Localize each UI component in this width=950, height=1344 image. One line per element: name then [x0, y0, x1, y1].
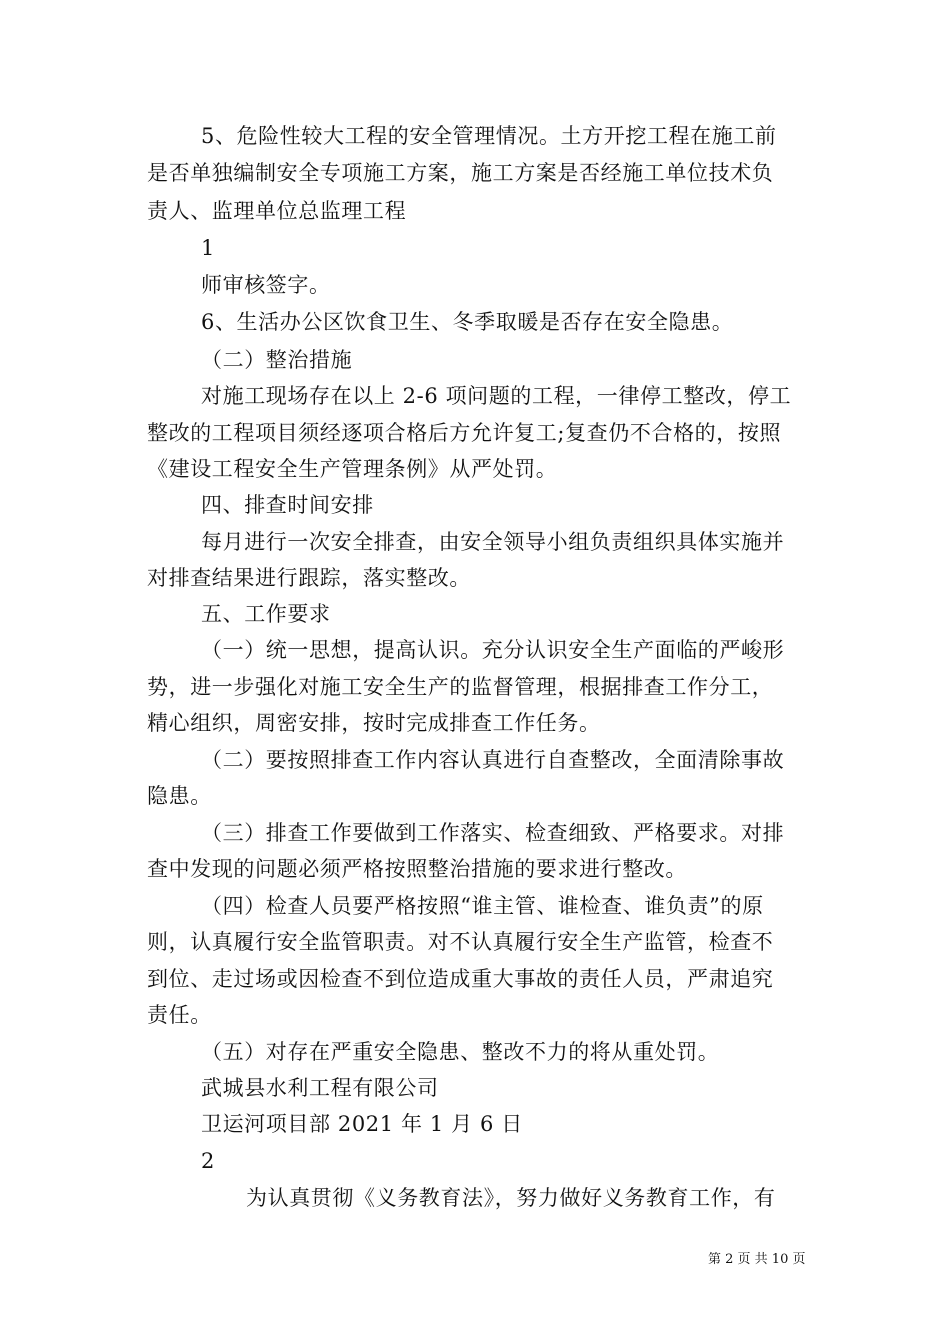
page-marker: 2	[201, 1149, 215, 1173]
text-line: 对排查结果进行跟踪，落实整改。	[147, 566, 471, 590]
page-marker: 1	[201, 236, 215, 260]
text-line: 5、危险性较大工程的安全管理情况。土方开挖工程在施工前	[201, 124, 777, 148]
text-line: 查中发现的问题必须严格按照整治措施的要求进行整改。	[147, 857, 687, 881]
text-line: 势，进一步强化对施工安全生产的监督管理，根据排查工作分工，	[147, 675, 774, 699]
text-line: （五）对存在严重安全隐患、整改不力的将从重处罚。	[201, 1040, 720, 1064]
company-name: 武城县水利工程有限公司	[201, 1076, 439, 1100]
text-line: （四）检查人员要严格按照“谁主管、谁检查、谁负责”的原	[201, 894, 764, 918]
section-heading: 四、排查时间安排	[201, 493, 374, 517]
text-line: 精心组织，周密安排，按时完成排查工作任务。	[147, 711, 601, 735]
text-line: 责任。	[147, 1003, 212, 1027]
text-line: （一）统一思想，提高认识。充分认识安全生产面临的严峻形	[201, 638, 785, 662]
text-line: （二）要按照排查工作内容认真进行自查整改，全面清除事故	[201, 748, 785, 772]
text-line: 责人、监理单位总监理工程	[147, 199, 407, 223]
dept-date: 卫运河项目部 2021 年 1 月 6 日	[201, 1112, 523, 1136]
section-heading: 五、工作要求	[201, 602, 331, 626]
text-line: （三）排查工作要做到工作落实、检查细致、严格要求。对排	[201, 821, 785, 845]
text-line: 《建设工程安全生产管理条例》从严处罚。	[147, 457, 558, 481]
text-line: 是否单独编制安全专项施工方案，施工方案是否经施工单位技术负	[147, 161, 774, 185]
text-line: 整改的工程项目须经逐项合格后方允许复工;复查仍不合格的，按照	[147, 421, 782, 445]
text-line: 则，认真履行安全监管职责。对不认真履行安全生产监管，检查不	[147, 930, 774, 954]
text-line: 隐患。	[147, 784, 212, 808]
text-line: 每月进行一次安全排查，由安全领导小组负责组织具体实施并	[201, 530, 785, 554]
text-line: 为认真贯彻《义务教育法》，努力做好义务教育工作，有	[246, 1186, 776, 1210]
text-line: 对施工现场存在以上 2-6 项问题的工程，一律停工整改，停工	[201, 384, 792, 408]
text-line: 6、生活办公区饮食卫生、冬季取暖是否存在安全隐患。	[201, 310, 734, 334]
page-footer: 第 2 页 共 10 页	[708, 1252, 806, 1267]
text-line: 师审核签字。	[201, 273, 331, 297]
section-heading: （二）整治措施	[201, 348, 353, 372]
text-line: 到位、走过场或因检查不到位造成重大事故的责任人员，严肃追究	[147, 967, 774, 991]
